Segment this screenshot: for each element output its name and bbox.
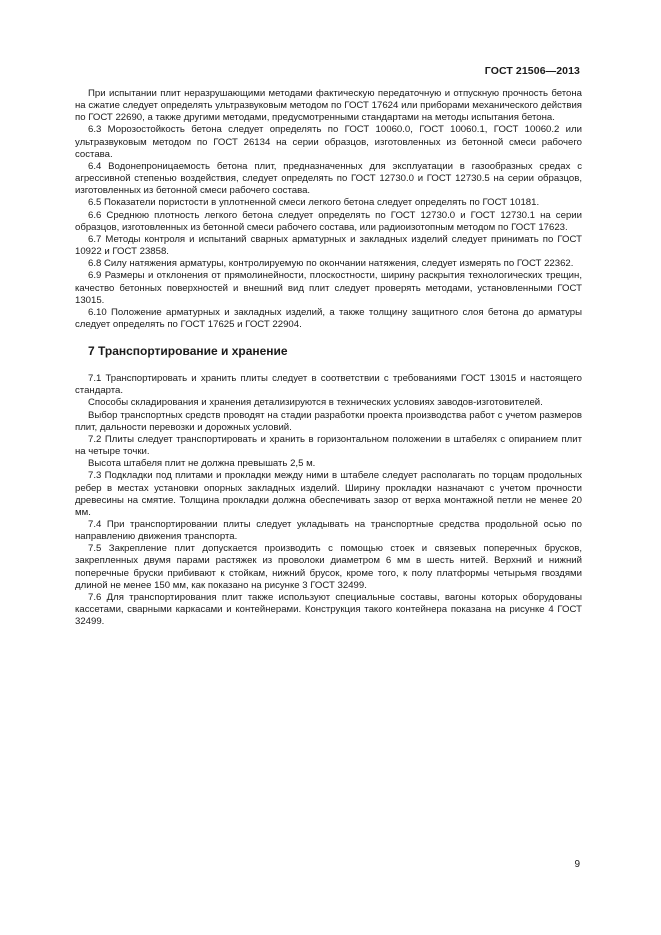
paragraph-7-2: 7.2 Плиты следует транспортировать и хранить в горизонтальном положении в штабелях с опиранием плит на четыре точки. bbox=[75, 433, 582, 458]
paragraph-7-4: 7.4 При транспортировании плиты следует укладывать на транспортные средства продольной осью по направлению движения транспорта. bbox=[75, 519, 582, 543]
paragraph-ndt-strength: При испытании плит неразрушающими методами фактическую передаточную и отпускную прочность бетона на сжатие следует определять ультразвуковым методом по ГОСТ 17624 или приборами механического действия по ГОСТ 22690, а также другими методами, предусмотренными стандартами на методы испытания бетона. bbox=[75, 88, 582, 124]
paragraph-6-7: 6.7 Методы контроля и испытаний сварных арматурных и закладных изделий следует принимать по ГОСТ 10922 и ГОСТ 23858. bbox=[75, 233, 582, 258]
paragraph-6-3: 6.3 Морозостойкость бетона следует определять по ГОСТ 10060.0, ГОСТ 10060.1, ГОСТ 10060.2 или ультразвуковым методом по ГОСТ 26134 на серии образцов, изготовленных из бетонной смеси рабочего состава. bbox=[75, 124, 582, 160]
standard-number: ГОСТ 21506—2013 bbox=[484, 65, 580, 77]
section-7-title: 7 Транспортирование и хранение bbox=[88, 344, 288, 359]
paragraph-6-8: 6.8 Силу натяжения арматуры, контролируемую по окончании натяжения, следует измерять по ГОСТ 22362. bbox=[88, 258, 574, 270]
page-body bbox=[75, 88, 582, 628]
paragraph-6-9: 6.9 Размеры и отклонения от прямолинейности, плоскостности, ширину раскрытия технологических трещин, качество бетонных поверхностей и внешний вид плит следует проверять методами, установленными ГОСТ 13015. bbox=[75, 270, 582, 306]
page-number: 9 bbox=[574, 859, 580, 870]
paragraph-7-3: 7.3 Подкладки под плитами и прокладки между ними в штабеле следует располагать по торцам продольных ребер в местах установки опорных закладных изделий. Ширину прокладки назначают с учетом прочности древесины на смятие. Толщина прокладки должна обеспечивать зазор от верха монтажной петли не менее 20 мм. bbox=[75, 470, 582, 518]
paragraph-7-1: 7.1 Транспортировать и хранить плиты следует в соответствии с требованиями ГОСТ 13015 и настоящего стандарта. bbox=[75, 373, 582, 397]
paragraph-6-6: 6.6 Среднюю плотность легкого бетона следует определять по ГОСТ 12730.0 и ГОСТ 12730.1 на серии образцов, изготовленных из бетонной смеси рабочего состава, или радиоизотопным методом по ГОСТ 17623. bbox=[75, 209, 582, 233]
paragraph-6-10: 6.10 Положение арматурных и закладных изделий, а также толщину защитного слоя бетона до арматуры следует определять по ГОСТ 17625 и ГОСТ 22904. bbox=[75, 306, 582, 330]
paragraph-7-5: 7.5 Закрепление плит допускается производить с помощью стоек и связевых поперечных брусков, закрепленных двумя парами растяжек из проволоки диаметром 6 мм в шесть нитей. Верхний и нижний поперечные бруски прибивают к стойкам, нижний брусок, кроме того, к полу платформы четырьмя гвоздями длиной не менее 150 мм, как показано на рисунке 3 ГОСТ 32499. bbox=[75, 543, 582, 591]
paragraph-6-4: 6.4 Водонепроницаемость бетона плит, предназначенных для эксплуатации в газообразных средах с агрессивной степенью воздействия, следует определять по ГОСТ 12730.0 и ГОСТ 12730.5 на серии образцов, изготовленных из бетонной смеси рабочего состава. bbox=[75, 160, 582, 197]
paragraph-storage-methods: Способы складирования и хранения детализируются в технических условиях заводов-изготовителей. bbox=[88, 397, 543, 409]
paragraph-6-5: 6.5 Показатели пористости в уплотненной смеси легкого бетона следует определять по ГОСТ 10181. bbox=[88, 197, 540, 209]
paragraph-stack-height: Высота штабеля плит не должна превышать 2,5 м. bbox=[88, 458, 316, 470]
paragraph-7-6: 7.6 Для транспортирования плит также используют специальные составы, вагоны которых оборудованы кассетами, сварными каркасами и контейнерами. Конструкция такого контейнера показана на рисунке 4 ГОСТ 32499. bbox=[75, 591, 582, 628]
paragraph-vehicle-choice: Выбор транспортных средств проводят на стадии разработки проекта производства работ с учетом размеров плит, дальности перевозки и дорожных условий. bbox=[75, 409, 582, 433]
